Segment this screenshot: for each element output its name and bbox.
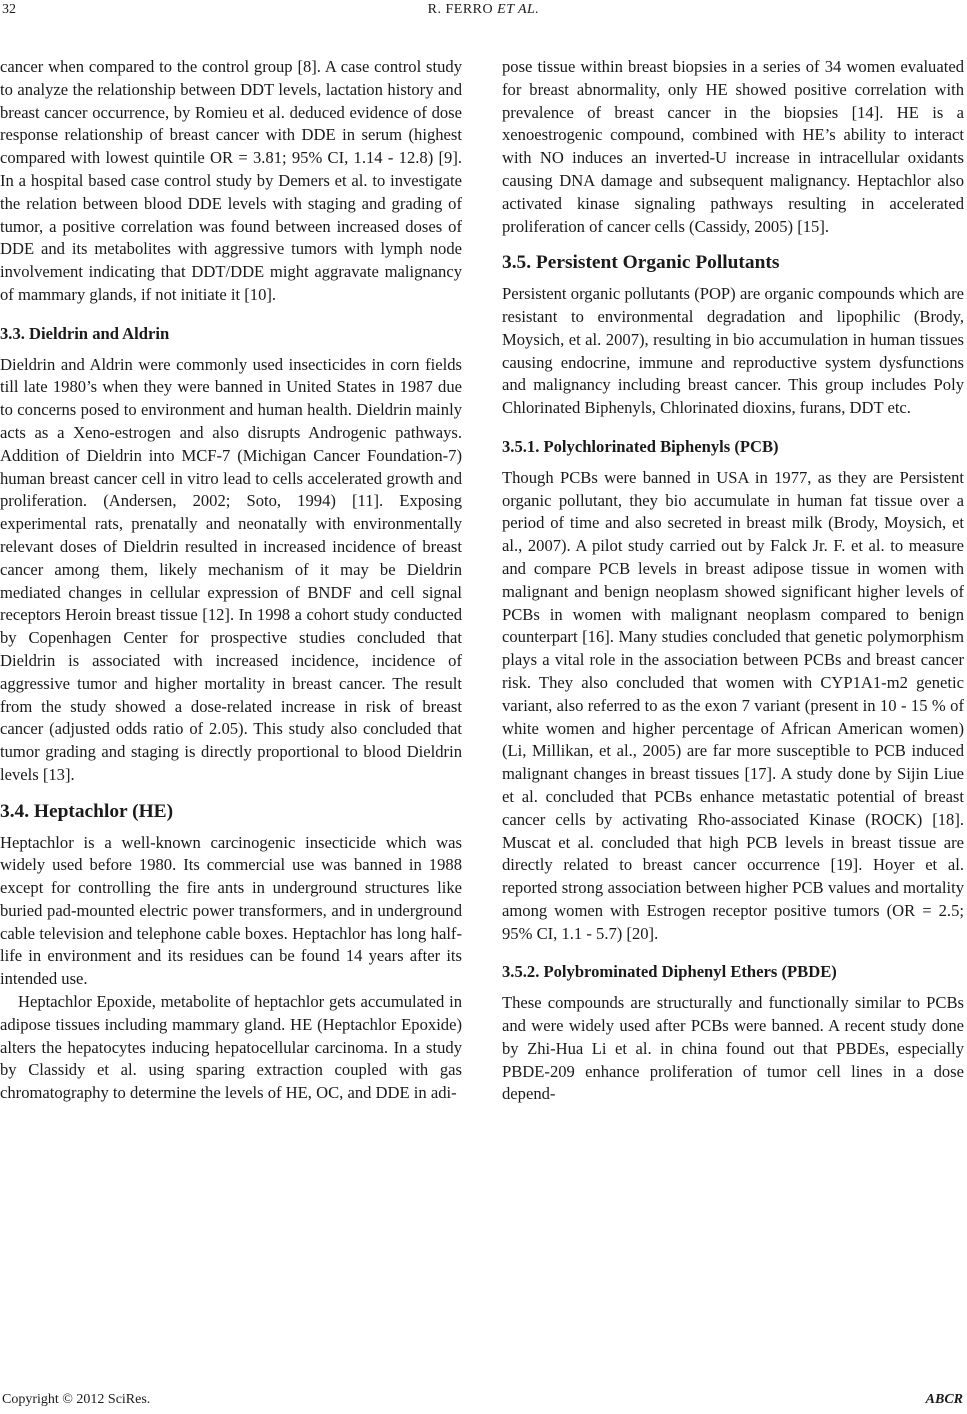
paragraph: Persistent organic pollutants (POP) are organic compounds which are resistant to environmental degradation and lipophilic (Brody, Moysich, et al. 2007), resulting in bio accumulation in human tissues causing endocrine, immune and reproductive system dysfunctions and malignancy including breast cancer. This group includes Poly Chlorinated Biphenyls, Chlorinated dioxins, furans, DDT etc. [502,284,964,418]
paragraph: pose tissue within breast biopsies in a series of 34 women evaluated for breast abnormality, only HE showed positive correlation with prevalence of breast cancer in the biopsies [14]. HE is a xenoestrogenic compound, combined with HE’s ability to interact with NO induces an inverted-U increase in intracellular oxidants causing DNA damage and subsequent malignancy. Heptachlor also activated kinase signaling pathways resulting in accelerated proliferation of cancer cells (Cassidy, 2005) [15]. [502,57,964,236]
paragraph: cancer when compared to the control group [8]. A case control study to analyze the relationship between DDT levels, lactation history and breast cancer occurrence, by Romieu et al. deduced evidence of dose response relationship of breast cancer with DDE in serum (highest compared with lowest quintile OR = 3.81; 95% CI, 1.14 - 12.8) [9]. In a hospital based case control study by Demers et al. to investigate the relation between blood DDE levels with staging and grading of tumor, a positive correlation was found between increased doses of DDE and its metabolites with aggressive tumors with lymph node involvement indicating that DDT/DDE might aggravate malignancy of mammary glands, if not initiate it [10]. [0,57,462,304]
running-head-etal: ET AL. [497,2,540,17]
paragraph: Heptachlor is a well-known carcinogenic insecticide which was widely used before 1980. Its commercial use was banned in 1988 except for controlling the fire ants in underground structures like buried pad-mounted electric power transformers, and in underground cable television and telephone cable boxes. Heptachlor has long half-life in environment and its residues can be found 14 years after its intended use. [0,832,462,989]
right-column [502,56,964,1106]
page-footer [0,1392,967,1412]
paragraph: These compounds are structurally and functionally similar to PCBs and were widely used after PCBs were banned. A recent study done by Zhi-Hua Li et al. in china found out that PBDEs, especially PBDE-209 enhance proliferation of tumor cell lines in a dose depend- [502,993,964,1104]
copyright-notice: Copyright © 2012 SciRes. [2,1392,151,1407]
journal-abbreviation: ABCR [925,1392,963,1407]
paragraph: Though PCBs were banned in USA in 1977, as they are Persistent organic pollutant, they bio accumulate in human fat tissue over a period of time and also secreted in breast milk (Brody, Moysich, et al., 2007). A pilot study carried out by Falck Jr. F. et al. to measure and compare PCB levels in breast adipose tissue in women with malignant and benign neoplasm showed significant higher levels of PCBs in women with malignant neoplasm compared to benign counterpart [16]. Many studies concluded that genetic polymorphism plays a vital role in the association between PCBs and breast cancer risk. They also concluded that women with CYP1A1-m2 genetic variant, also referred to as the exon 7 variant (present in 10 - 15 % of white women and higher percentage of African American women) (Li, Millikan, et al., 2005) are far more susceptible to PCB induced malignant changes in breast tissues [17]. A study done by Sijin Liue et al. concluded that PCBs enhance metastatic potential of breast cancer cells by activating Rho-associated Kinase (ROCK) [18]. Muscat et al. concluded that high PCB levels in breast tissue are directly related to breast cancer occurrence [19]. Hoyer et al. reported strong association between higher PCB values and mortality among women with Estrogen receptor positive tumors (OR = 2.5; 95% CI, 1.1 - 5.7) [20]. [502,467,964,943]
page-number: 32 [2,2,16,17]
section-heading-3-4: 3.4. Heptachlor (HE) [0,800,174,822]
section-heading-3-3: 3.3. Dieldrin and Aldrin [0,323,170,343]
paragraph: Heptachlor Epoxide, metabolite of heptachlor gets accumulated in adipose tissues including mammary gland. HE (Heptachlor Epoxide) alters the hepatocytes inducing hepatocellular carcinoma. In a study by Classidy et al. using sparing extraction coupled with gas chromatography to determine the levels of HE, OC, and DDE in adi- [0,992,462,1103]
section-heading-3-5-2: 3.5.2. Polybrominated Diphenyl Ethers (PBDE) [502,962,837,982]
page-header [0,0,967,28]
section-heading-3-5-1: 3.5.1. Polychlorinated Biphenyls (PCB) [502,436,779,456]
running-head-authors: R. FERRO [427,2,494,17]
left-column [0,56,462,1105]
section-heading-3-5: 3.5. Persistent Organic Pollutants [502,252,780,274]
running-head [0,2,967,18]
paragraph: Dieldrin and Aldrin were commonly used insecticides in corn fields till late 1980’s when they were banned in United States in 1987 due to concerns posed to environment and human health. Dieldrin mainly acts as a Xeno-estrogen and also disrupts Androgenic pathways. Addition of Dieldrin into MCF-7 (Michigan Cancer Foundation-7) human breast cancer cell in vitro lead to cells accelerated growth and proliferation. (Andersen, 2002; Soto, 1994) [11]. Exposing experimental rats, prenatally and neonatally with environmentally relevant doses of Dieldrin resulted in increased incidence of breast cancer among them, likely mechanism of it may be Dieldrin mediated changes in cellular expression of BNDF and cell signal receptors Heroin breast tissue [12]. In 1998 a cohort study conducted by Copenhagen Center for prospective studies concluded that Dieldrin is associated with increased incidence, incidence of aggressive tumor and higher mortality in breast cancer. The result from the study showed a dose-related increase in risk of breast cancer (adjusted odds ratio of 2.05). This study also concluded that tumor grading and staging is directly proportional to blood Dieldrin levels [13]. [0,354,462,784]
